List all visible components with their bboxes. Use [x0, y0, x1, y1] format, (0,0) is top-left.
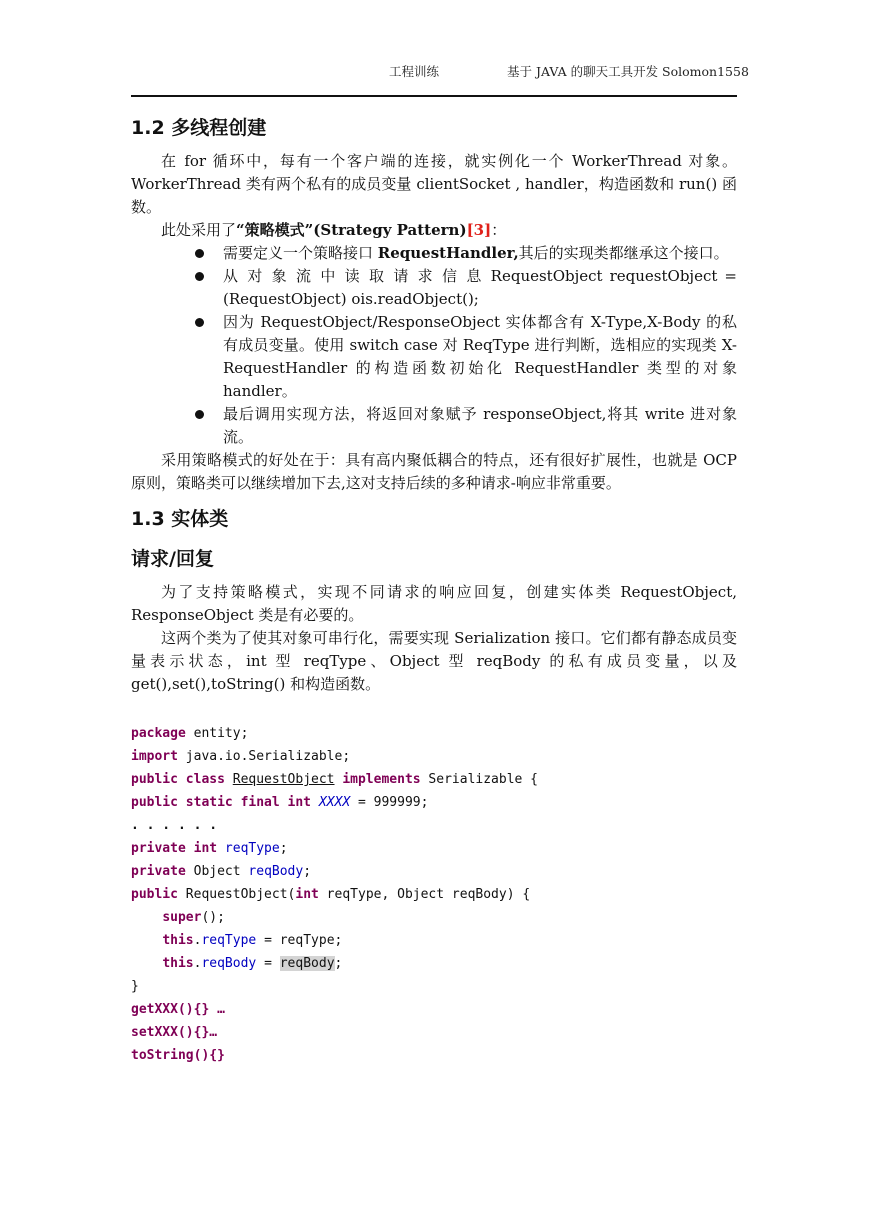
subsection-title: 请求/回复 [131, 548, 214, 570]
code-line: . . . . . . [131, 818, 218, 833]
bullet-icon [195, 272, 204, 281]
code-line: this.reqType = reqType; [162, 933, 343, 948]
section-title-1-3: 1.3 实体类 [131, 508, 229, 530]
header-right: 基于 JAVA 的聊天工具开发 Solomon1558 [507, 64, 749, 79]
paragraph-serialization: 这两个类为了使其对象可串行化，需要实现 Serialization 接口。它们都有静态成员变量表示状态，int 型 reqType、Object 型 reqBody 的私有成员变量，以及 get(),set(),toString() 和构造函数。 [131, 629, 737, 693]
paragraph-strategy-benefits: 采用策略模式的好处在于：具有高内聚低耦合的特点，还有很好扩展性，也就是 OCP 原则，策略类可以继续增加下去,这对支持后续的多种请求-响应非常重要。 [131, 451, 737, 492]
section-title-1-2: 1.2 多线程创建 [131, 117, 267, 139]
code-line: getXXX(){} … [131, 1002, 225, 1017]
code-line: this.reqBody = reqBody; [162, 956, 343, 971]
strategy-steps-list [131, 242, 737, 449]
bullet-icon [195, 410, 204, 419]
list-item: 需要定义一个策略接口 RequestHandler,其后的实现类都继承这个接口。 [131, 242, 737, 265]
document-body [131, 112, 737, 1067]
list-item: 因为 RequestObject/ResponseObject 实体都含有 X-Type,X-Body 的私有成员变量。使用 switch case 对 ReqType 进行判断，选相应的实现类 X-RequestHandler 的构造函数初始化 RequestHandler 类型的对象 handler。 [131, 311, 737, 403]
code-line: super(); [162, 910, 225, 925]
code-line: public RequestObject(int reqType, Object reqBody) { [131, 887, 531, 902]
list-item: 从 对 象 流 中 读 取 请 求 信 息 RequestObject requestObject = (RequestObject) ois.readObject(); [131, 265, 737, 311]
code-line: public class RequestObject implements Serializable { [131, 772, 539, 787]
code-line: private Object reqBody; [131, 864, 312, 879]
code-block [131, 722, 737, 1067]
paragraph-entity-classes: 为了支持策略模式，实现不同请求的响应回复，创建实体类 RequestObject, ResponseObject 类是有必要的。 [131, 583, 737, 624]
code-line: public static final int XXXX = 999999; [131, 795, 429, 810]
code-line: } [131, 979, 139, 994]
code-line: import java.io.Serializable; [131, 749, 351, 764]
code-line: setXXX(){}… [131, 1025, 218, 1040]
bullet-icon [195, 249, 204, 258]
highlighted-identifier: reqBody [279, 956, 335, 971]
code-line: private int reqType; [131, 841, 288, 856]
paragraph-strategy-intro: 此处采用了“策略模式”(Strategy Pattern)[3]： [161, 221, 507, 239]
code-line: toString(){} [131, 1048, 225, 1063]
header-rule [131, 95, 737, 97]
header-left: 工程训练 [389, 64, 440, 79]
paragraph-workerthread: 在 for 循环中，每有一个客户端的连接，就实例化一个 WorkerThread 对象。WorkerThread 类有两个私有的成员变量 clientSocket , handler，构造函数和 run() 函数。 [131, 152, 737, 216]
code-line: package entity; [131, 726, 249, 741]
list-item: 最后调用实现方法，将返回对象赋予 responseObject,将其 write 进对象流。 [131, 403, 737, 449]
bullet-icon [195, 318, 204, 327]
citation-ref[interactable]: [3] [466, 221, 492, 239]
